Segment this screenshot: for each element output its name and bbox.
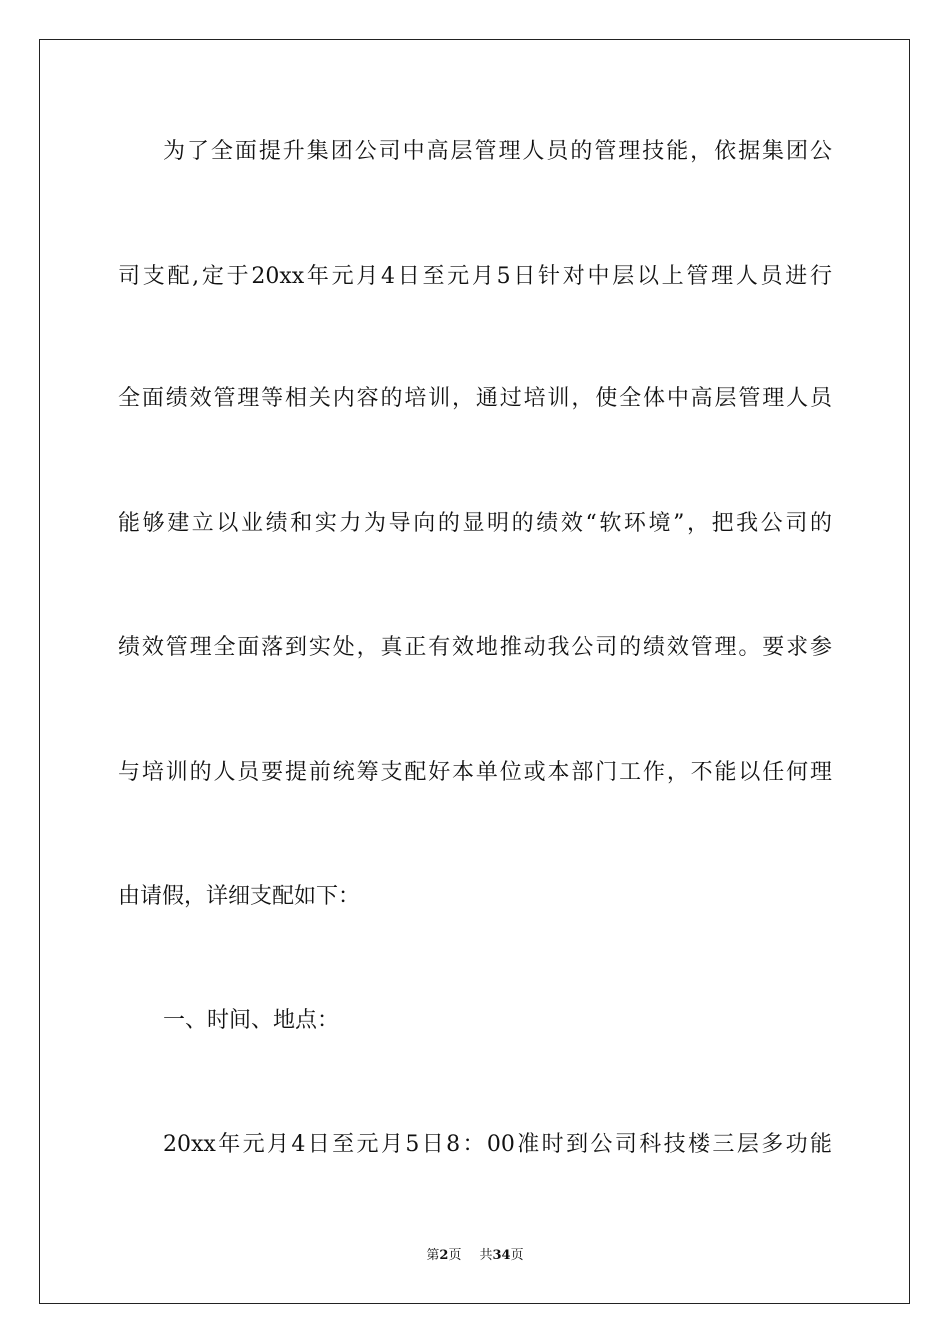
page-footer bbox=[0, 1247, 950, 1265]
footer-total-pages: 34 bbox=[492, 1248, 511, 1263]
paragraph-1-line-4: 能够建立以业绩和实力为导向的显明的绩效“软环境”，把我公司的 bbox=[118, 511, 832, 536]
footer-page-number: 2 bbox=[439, 1248, 449, 1263]
paragraph-2-line-1: 20xx年元月4日至元月5日8：00准时到公司科技楼三层多功能 bbox=[163, 1132, 832, 1157]
section-heading: 一、时间、地点： bbox=[163, 1008, 340, 1033]
paragraph-1-line-3: 全面绩效管理等相关内容的培训，通过培训，使全体中高层管理人员 bbox=[118, 386, 832, 411]
footer-total-prefix: 共 bbox=[479, 1248, 493, 1263]
page-border bbox=[39, 39, 910, 1304]
paragraph-1-line-6: 与培训的人员要提前统筹支配好本单位或本部门工作，不能以任何理 bbox=[118, 760, 832, 785]
paragraph-1-line-1: 为了全面提升集团公司中高层管理人员的管理技能，依据集团公 bbox=[163, 139, 832, 164]
footer-page-prefix: 第 bbox=[426, 1248, 440, 1263]
footer-page-suffix: 页 bbox=[448, 1248, 462, 1263]
footer-total-suffix: 页 bbox=[510, 1248, 524, 1263]
paragraph-1-line-7: 由请假，详细支配如下： bbox=[118, 884, 361, 909]
paragraph-1-line-5: 绩效管理全面落到实处，真正有效地推动我公司的绩效管理。要求参 bbox=[118, 635, 832, 660]
paragraph-1-line-2: 司支配,定于20xx年元月4日至元月5日针对中层以上管理人员进行 bbox=[118, 264, 832, 289]
